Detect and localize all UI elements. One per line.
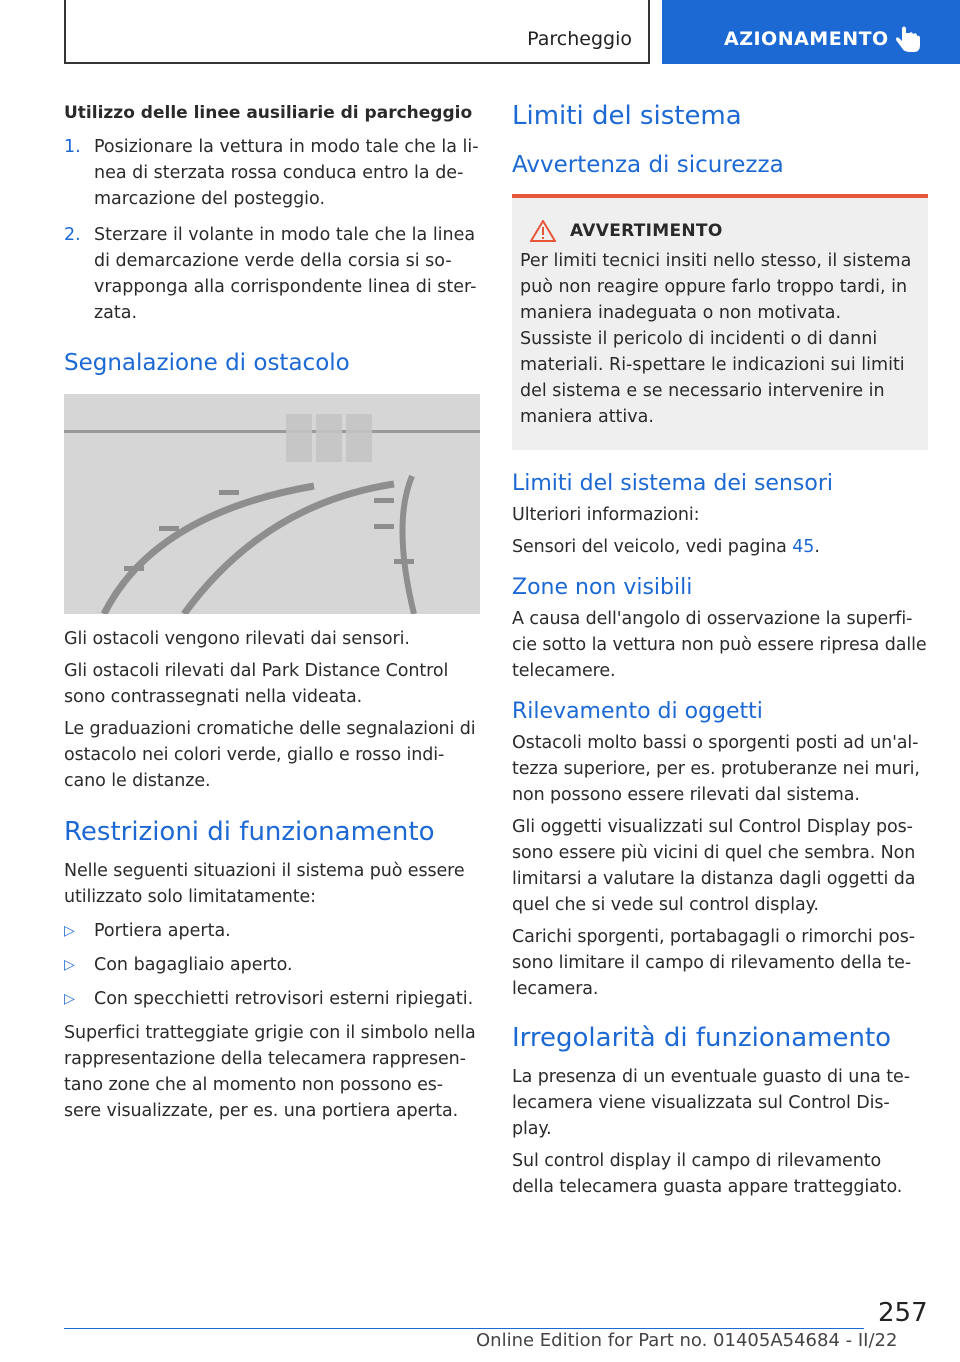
step-number: 2. bbox=[64, 225, 81, 245]
step-text: Posizionare la vettura in modo tale che la li-nea di sterzata rossa conduca entro la de-marcazione del posteggio. bbox=[94, 137, 479, 209]
parking-camera-figure bbox=[64, 394, 480, 614]
hand-pointer-icon bbox=[894, 24, 922, 54]
warning-triangle-icon bbox=[530, 220, 556, 242]
blind-zones-heading: Zone non visibili bbox=[512, 575, 693, 600]
sensor-paragraph-1: Ulteriori informazioni: bbox=[512, 505, 700, 525]
bullet-text: Portiera aperta. bbox=[94, 921, 231, 941]
warning-box bbox=[512, 194, 928, 450]
restrictions-paragraph-2: Superfici tratteggiate grigie con il simbolo nella rappresentazione della telecamera rappresen-tano zone che al momento non possono es-sere visualizzate, per es. una portiera aperta. bbox=[64, 1023, 476, 1121]
blind-zones-paragraph: A causa dell'angolo di osservazione la superfi-cie sotto la vettura non può essere ripresa dalle telecamere. bbox=[512, 609, 927, 681]
warning-header bbox=[520, 220, 918, 242]
sensor-limits-heading: Limiti del sistema dei sensori bbox=[512, 471, 833, 496]
parking-lines-illustration bbox=[64, 394, 480, 614]
section-title: Parcheggio bbox=[527, 28, 632, 50]
object-detection-heading: Rilevamento di oggetti bbox=[512, 699, 763, 724]
left-column bbox=[64, 100, 480, 1130]
parking-lines-subheading: Utilizzo delle linee ausiliarie di parcheggio bbox=[64, 103, 473, 123]
sensor-reference-period: . bbox=[814, 537, 820, 557]
malfunction-paragraph-1: La presenza di un eventuale guasto di una te-lecamera viene visualizzata sul Control Dis-play. bbox=[512, 1067, 910, 1139]
chapter-tab[interactable] bbox=[662, 0, 960, 64]
bullet-text: Con specchietti retrovisori esterni ripiegati. bbox=[94, 989, 474, 1009]
bullet-text: Con bagagliaio aperto. bbox=[94, 955, 293, 975]
detection-paragraph-1: Ostacoli molto bassi o sporgenti posti ad un'al-tezza superiore, per es. protuberanze nei muri, non possono essere rilevati dal sistema. bbox=[512, 733, 920, 805]
restrictions-heading: Restrizioni di funzionamento bbox=[64, 817, 435, 847]
system-limits-heading: Limiti del sistema bbox=[512, 101, 742, 131]
warning-text: Per limiti tecnici insiti nello stesso, il sistema può non reagire oppure farlo troppo tardi, in maniera inadeguata o non motivata. Sussiste il pericolo di incidenti o di danni materiali. Ri-spettare le indicazioni sui limiti del sistema e se necessario intervenire in maniera attiva. bbox=[520, 251, 912, 427]
warning-title: AVVERTIMENTO bbox=[570, 221, 723, 241]
detection-paragraph-2: Gli oggetti visualizzati sul Control Display pos-sono essere più vicini di quel che sembra. Non limitarsi a valutare la distanza dagli oggetti da quel che si vede sul control display. bbox=[512, 817, 916, 915]
list-item bbox=[64, 952, 480, 978]
footer-divider bbox=[64, 1328, 864, 1329]
safety-notice-heading: Avvertenza di sicurezza bbox=[512, 152, 784, 178]
page-number: 257 bbox=[878, 1298, 928, 1328]
obstacle-paragraph-1: Gli ostacoli vengono rilevati dai sensori. bbox=[64, 629, 410, 649]
list-item bbox=[64, 134, 480, 212]
triangle-bullet-icon: ▷ bbox=[64, 991, 75, 1007]
obstacle-paragraph-2: Gli ostacoli rilevati dal Park Distance Control sono contrassegnati nella videata. bbox=[64, 661, 449, 707]
page-45-link[interactable]: 45 bbox=[792, 537, 815, 557]
step-text: Sterzare il volante in modo tale che la linea di demarcazione verde della corsia si so-vrapponga alla corrispondente linea di ster-zata. bbox=[94, 225, 477, 323]
restrictions-intro: Nelle seguenti situazioni il sistema può essere utilizzato solo limitatamente: bbox=[64, 861, 465, 907]
obstacle-heading: Segnalazione di ostacolo bbox=[64, 350, 350, 376]
detection-paragraph-3: Carichi sporgenti, portabagagli o rimorchi pos-sono limitare il campo di rilevamento della te-lecamera. bbox=[512, 927, 916, 999]
list-item bbox=[64, 222, 480, 326]
triangle-bullet-icon: ▷ bbox=[64, 957, 75, 973]
edition-note: Online Edition for Part no. 01405A54684 - II/22 bbox=[476, 1330, 898, 1351]
malfunction-heading: Irregolarità di funzionamento bbox=[512, 1023, 892, 1053]
list-item bbox=[64, 918, 480, 944]
sensor-reference-text: Sensori del veicolo, vedi pagina bbox=[512, 537, 793, 557]
triangle-bullet-icon: ▷ bbox=[64, 923, 75, 939]
obstacle-paragraph-3: Le graduazioni cromatiche delle segnalazioni di ostacolo nei colori verde, giallo e rosso indi-cano le distanze. bbox=[64, 719, 476, 791]
right-column bbox=[512, 100, 928, 1206]
header-section-box bbox=[64, 0, 650, 64]
chapter-tab-label: AZIONAMENTO bbox=[724, 28, 889, 50]
step-number: 1. bbox=[64, 137, 81, 157]
list-item bbox=[64, 986, 480, 1012]
malfunction-paragraph-2: Sul control display il campo di rilevamento della telecamera guasta appare tratteggiato. bbox=[512, 1151, 903, 1197]
sensor-paragraph-2 bbox=[512, 534, 928, 560]
